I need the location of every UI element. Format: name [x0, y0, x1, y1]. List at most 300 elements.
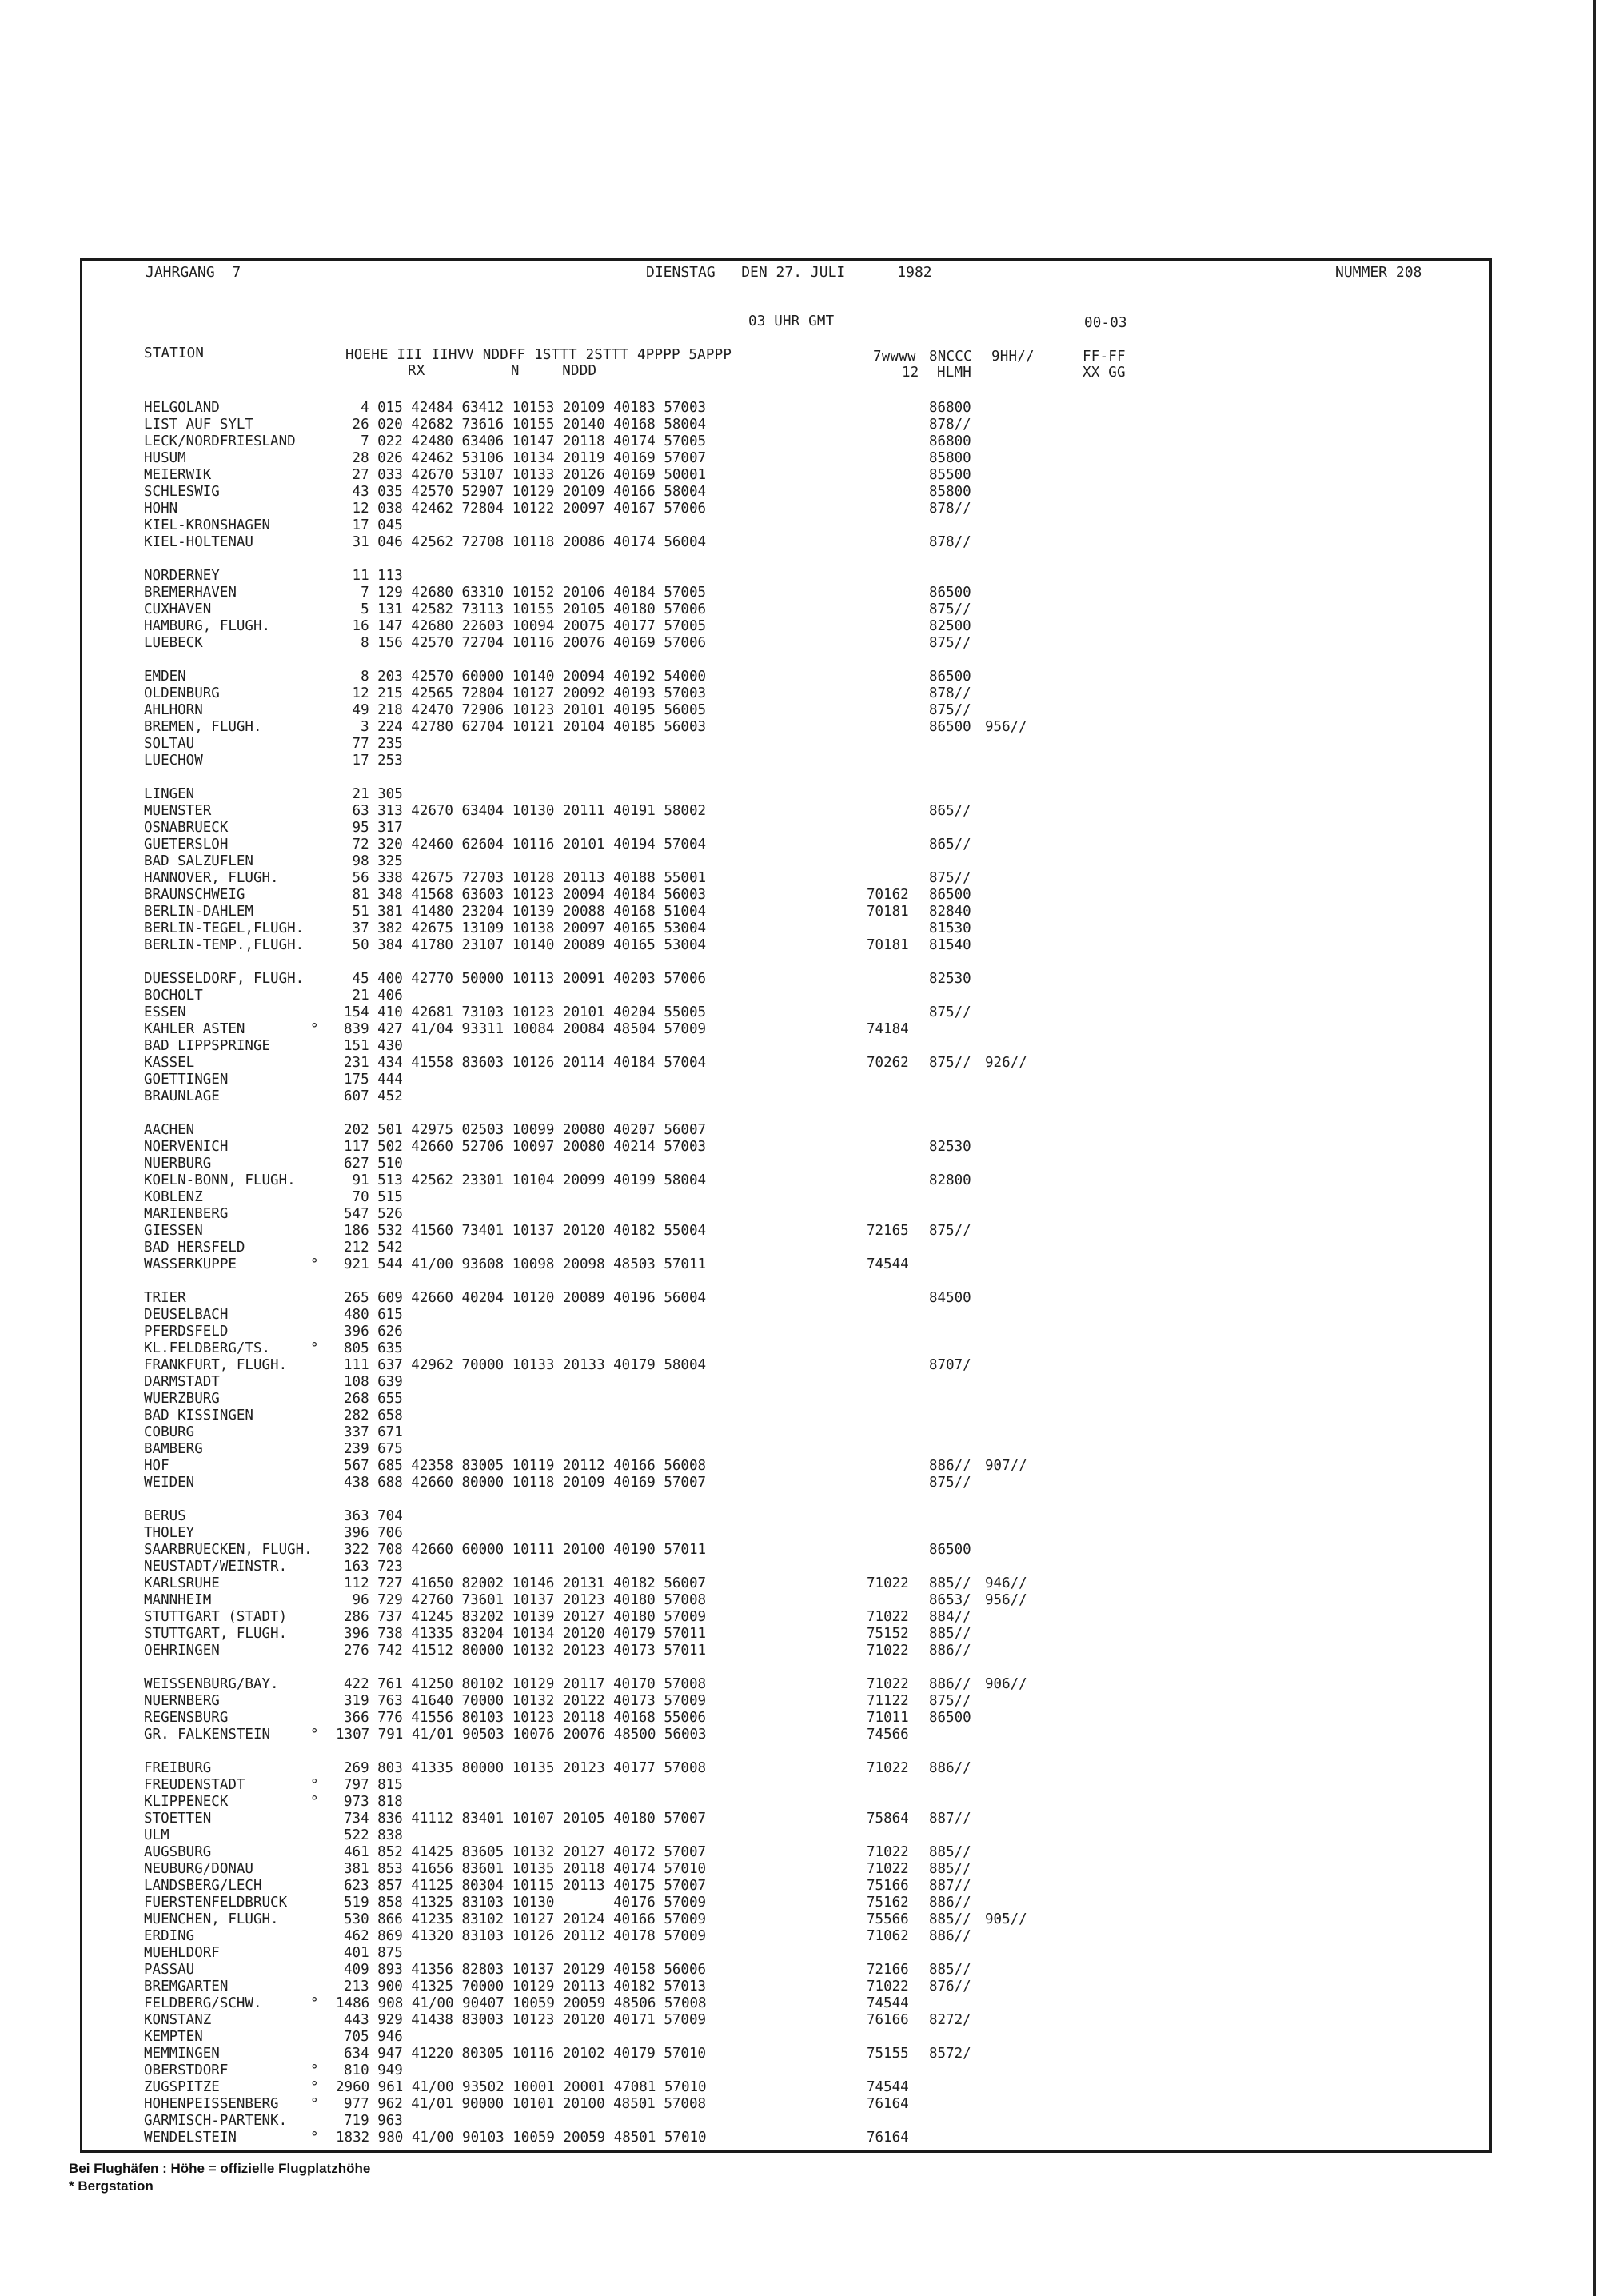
cloud-group: 865//: [929, 803, 971, 819]
table-row: [0, 2113, 1591, 2129]
station-name: KEMPTEN: [144, 2029, 203, 2045]
observation-codes: 337 671: [344, 1424, 403, 1440]
station-name: EMDEN: [144, 669, 186, 685]
station-name: KIEL-KRONSHAGEN: [144, 517, 271, 533]
observation-codes: 409 893 41356 82803 10137 20129 40158 56006: [344, 1962, 707, 1978]
table-row: [0, 1441, 1591, 1457]
table-row: [0, 1760, 1591, 1776]
station-name: FRANKFURT, FLUGH.: [144, 1357, 288, 1373]
station-name: KASSEL: [144, 1055, 195, 1071]
station-name: KIEL-HOLTENAU: [144, 534, 253, 550]
table-row: [0, 1172, 1591, 1188]
station-name: COBURG: [144, 1424, 195, 1440]
height-group: 946//: [985, 1575, 1027, 1591]
table-row: [0, 920, 1591, 936]
station-name: ESSEN: [144, 1004, 186, 1020]
weather-group: 71022: [867, 1861, 909, 1877]
column-ff: FF-FF: [1083, 349, 1126, 365]
cloud-group: 886//: [929, 1676, 971, 1692]
table-row: [0, 1827, 1591, 1843]
station-name: WASSERKUPPE: [144, 1256, 237, 1272]
mountain-marker: °: [310, 2130, 319, 2146]
table-row: [0, 1139, 1591, 1155]
station-name: OBERSTDORF: [144, 2062, 229, 2078]
station-name: LIST AUF SYLT: [144, 417, 253, 433]
station-name: KAHLER ASTEN: [144, 1021, 245, 1037]
mountain-marker: °: [310, 1727, 319, 1743]
table-row: [0, 1324, 1591, 1340]
column-8nccc: 8NCCC: [929, 349, 972, 365]
observation-codes: 154 410 42681 73103 10123 20101 40204 55005: [344, 1004, 707, 1020]
station-name: OLDENBURG: [144, 685, 220, 701]
observation-codes: 28 026 42462 53106 10134 20119 40169 57007: [344, 450, 707, 466]
weather-group: 70181: [867, 937, 909, 953]
table-row: [0, 1122, 1591, 1138]
weather-group: 71011: [867, 1710, 909, 1726]
footnote-mountain-station: * Bergstation: [69, 2178, 154, 2194]
cloud-group: 81540: [929, 937, 971, 953]
observation-codes: 11 113: [344, 568, 403, 584]
observation-codes: 51 381 41480 23204 10139 20088 40168 51004: [344, 904, 707, 920]
station-name: GARMISCH-PARTENK.: [144, 2113, 288, 2129]
observation-codes: 719 963: [344, 2113, 403, 2129]
station-name: KL.FELDBERG/TS.: [144, 1340, 271, 1356]
table-row: [0, 1693, 1591, 1709]
observation-codes: 4 015 42484 63412 10153 20109 40183 57003: [344, 400, 707, 416]
station-name: AACHEN: [144, 1122, 195, 1138]
cloud-group: 886//: [929, 1760, 971, 1776]
observation-codes: 363 704: [344, 1508, 403, 1524]
observation-codes: 81 348 41568 63603 10123 20094 40184 56003: [344, 887, 707, 903]
observation-codes: 45 400 42770 50000 10113 20091 40203 57006: [344, 971, 707, 987]
table-row: [0, 719, 1591, 735]
cloud-group: 876//: [929, 1979, 971, 1995]
station-name: GIESSEN: [144, 1223, 203, 1239]
station-name: BREMEN, FLUGH.: [144, 719, 262, 735]
observation-codes: 634 947 41220 80305 10116 20102 40179 57010: [344, 2046, 707, 2062]
table-row: [0, 1878, 1591, 1894]
station-name: BAMBERG: [144, 1441, 203, 1457]
observation-codes: 175 444: [344, 1072, 403, 1088]
station-name: DEUSELBACH: [144, 1307, 229, 1323]
cloud-group: 878//: [929, 417, 971, 433]
cloud-group: 875//: [929, 601, 971, 617]
weather-group: 71022: [867, 1676, 909, 1692]
cloud-group: 875//: [929, 635, 971, 651]
cloud-group: 875//: [929, 1475, 971, 1491]
cloud-group: 82800: [929, 1172, 971, 1188]
table-row: [0, 1189, 1591, 1205]
cloud-group: 865//: [929, 837, 971, 853]
column-7wwww-sub: 12: [902, 365, 919, 381]
observation-codes: 805 635: [344, 1340, 403, 1356]
table-row: [0, 467, 1591, 483]
station-name: MARIENBERG: [144, 1206, 229, 1222]
observation-codes: 212 542: [344, 1240, 403, 1256]
observation-codes: 265 609 42660 40204 10120 20089 40196 56004: [344, 1290, 707, 1306]
mountain-marker: °: [310, 1995, 319, 2011]
observation-codes: 462 869 41320 83103 10126 20112 40178 57009: [344, 1928, 707, 1944]
station-name: WEIDEN: [144, 1475, 195, 1491]
observation-codes: 7 022 42480 63406 10147 20118 40174 57005: [344, 433, 707, 449]
cloud-group: 85800: [929, 450, 971, 466]
observation-codes: 3 224 42780 62704 10121 20104 40185 56003: [344, 719, 707, 735]
observation-codes: 396 706: [344, 1525, 403, 1541]
observation-codes: 607 452: [344, 1088, 403, 1104]
station-name: MANNHEIM: [144, 1592, 212, 1608]
table-row: [0, 1844, 1591, 1860]
table-row: [0, 2079, 1591, 2095]
cloud-group: 875//: [929, 1693, 971, 1709]
observation-codes: 839 427 41/04 93311 10084 20084 48504 57009: [344, 1021, 707, 1037]
cloud-group: 86500: [929, 1542, 971, 1558]
observation-codes: 401 875: [344, 1945, 403, 1961]
station-name: SCHLESWIG: [144, 484, 220, 500]
station-name: LUECHOW: [144, 753, 203, 769]
table-row: [0, 1206, 1591, 1222]
weather-group: 70162: [867, 887, 909, 903]
time-range: 00-03: [1084, 315, 1127, 331]
observation-codes: 8 203 42570 60000 10140 20094 40192 54000: [344, 669, 707, 685]
station-name: MEIERWIK: [144, 467, 212, 483]
station-name: NEUBURG/DONAU: [144, 1861, 253, 1877]
observation-codes: 276 742 41512 80000 10132 20123 40173 57011: [344, 1643, 707, 1659]
table-row: [0, 2012, 1591, 2028]
cloud-group: 884//: [929, 1609, 971, 1625]
table-row: [0, 417, 1591, 433]
station-name: WENDELSTEIN: [144, 2130, 237, 2146]
table-row: [0, 1727, 1591, 1743]
station-name: HANNOVER, FLUGH.: [144, 870, 279, 886]
observation-codes: 1832 980 41/00 90103 10059 20059 48501 57010: [336, 2130, 707, 2146]
table-row: [0, 1458, 1591, 1474]
mountain-marker: °: [310, 1794, 319, 1810]
station-name: BOCHOLT: [144, 988, 203, 1004]
station-name: OEHRINGEN: [144, 1643, 220, 1659]
weather-group: 71022: [867, 1760, 909, 1776]
observation-codes: 213 900 41325 70000 10129 20113 40182 57013: [344, 1979, 707, 1995]
observation-codes: 2960 961 41/00 93502 10001 20001 47081 57010: [336, 2079, 707, 2095]
table-row: [0, 669, 1591, 685]
station-name: LINGEN: [144, 786, 195, 802]
cloud-group: 878//: [929, 501, 971, 517]
station-name: SAARBRUECKEN, FLUGH.: [144, 1542, 313, 1558]
table-row: [0, 501, 1591, 517]
table-row: [0, 1643, 1591, 1659]
observation-codes: 239 675: [344, 1441, 403, 1457]
observation-codes: 522 838: [344, 1827, 403, 1843]
station-name: GUETERSLOH: [144, 837, 229, 853]
weather-group: 76164: [867, 2096, 909, 2112]
cloud-group: 8572/: [929, 2046, 971, 2062]
table-row: [0, 450, 1591, 466]
station-name: WUERZBURG: [144, 1391, 220, 1407]
table-row: [0, 1021, 1591, 1037]
column-7wwww: 7wwww: [873, 349, 916, 365]
weather-group: 72166: [867, 1962, 909, 1978]
weather-group: 74544: [867, 1995, 909, 2011]
height-group: 907//: [985, 1458, 1027, 1474]
cloud-group: 82500: [929, 618, 971, 634]
station-name: FREIBURG: [144, 1760, 212, 1776]
observation-codes: 21 406: [344, 988, 403, 1004]
table-row: [0, 517, 1591, 533]
table-row: [0, 1424, 1591, 1440]
weather-group: 71122: [867, 1693, 909, 1709]
station-name: HELGOLAND: [144, 400, 220, 416]
table-row: [0, 400, 1591, 416]
weather-group: 76164: [867, 2130, 909, 2146]
weather-group: 74544: [867, 2079, 909, 2095]
observation-codes: 627 510: [344, 1156, 403, 1172]
observation-codes: 443 929 41438 83003 10123 20120 40171 57009: [344, 2012, 707, 2028]
table-row: [0, 753, 1591, 769]
station-name: PFERDSFELD: [144, 1324, 229, 1340]
table-row: [0, 1156, 1591, 1172]
table-row: [0, 2062, 1591, 2078]
observation-codes: 95 317: [344, 820, 403, 836]
observation-codes: 91 513 42562 23301 10104 20099 40199 58004: [344, 1172, 707, 1188]
weather-group: 74184: [867, 1021, 909, 1037]
observation-codes: 77 235: [344, 736, 403, 752]
table-row: [0, 1911, 1591, 1927]
cloud-group: 86500: [929, 669, 971, 685]
table-row: [0, 635, 1591, 651]
table-row: [0, 1559, 1591, 1575]
station-name: LUEBECK: [144, 635, 203, 651]
table-row: [0, 1794, 1591, 1810]
mountain-marker: °: [310, 2062, 319, 2078]
cloud-group: 82530: [929, 971, 971, 987]
observation-time: 03 UHR GMT: [748, 313, 835, 329]
observation-codes: 7 129 42680 63310 10152 20106 40184 57005: [344, 585, 707, 601]
cloud-group: 875//: [929, 870, 971, 886]
cloud-group: 886//: [929, 1458, 971, 1474]
observation-codes: 530 866 41235 83102 10127 20124 40166 57009: [344, 1911, 707, 1927]
observation-codes: 27 033 42670 53107 10133 20126 40169 50001: [344, 467, 707, 483]
observation-codes: 977 962 41/01 90000 10101 20100 48501 57008: [344, 2096, 707, 2112]
table-row: [0, 1307, 1591, 1323]
cloud-group: 875//: [929, 1055, 971, 1071]
cloud-group: 886//: [929, 1928, 971, 1944]
cloud-group: 81530: [929, 920, 971, 936]
station-name: BAD SALZUFLEN: [144, 853, 253, 869]
table-row: [0, 1038, 1591, 1054]
table-row: [0, 1290, 1591, 1306]
cloud-group: 885//: [929, 1626, 971, 1642]
cloud-group: 887//: [929, 1811, 971, 1827]
observation-codes: 12 038 42462 72804 10122 20097 40167 57006: [344, 501, 707, 517]
table-row: [0, 786, 1591, 802]
station-name: FUERSTENFELDBRUCK: [144, 1895, 288, 1911]
station-name: BREMGARTEN: [144, 1979, 229, 1995]
observation-codes: 396 626: [344, 1324, 403, 1340]
station-name: HOHN: [144, 501, 178, 517]
station-name: BAD KISSINGEN: [144, 1408, 253, 1424]
observation-codes: 186 532 41560 73401 10137 20120 40182 55004: [344, 1223, 707, 1239]
weather-group: 75166: [867, 1878, 909, 1894]
station-name: STOETTEN: [144, 1811, 212, 1827]
column-codes: HOEHE III IIHVV NDDFF 1STTT 2STTT 4PPPP 5APPP: [345, 347, 732, 363]
table-row: [0, 1055, 1591, 1071]
table-row: [0, 1710, 1591, 1726]
table-row: [0, 1004, 1591, 1020]
station-name: REGENSBURG: [144, 1710, 229, 1726]
station-name: BREMERHAVEN: [144, 585, 237, 601]
observation-codes: 96 729 42760 73601 10137 20123 40180 57008: [344, 1592, 707, 1608]
station-name: NUERNBERG: [144, 1693, 220, 1709]
observation-codes: 117 502 42660 52706 10097 20080 40214 57003: [344, 1139, 707, 1155]
weather-group: 71022: [867, 1844, 909, 1860]
observation-codes: 268 655: [344, 1391, 403, 1407]
station-name: MUENCHEN, FLUGH.: [144, 1911, 279, 1927]
table-row: [0, 1609, 1591, 1625]
observation-codes: 49 218 42470 72906 10123 20101 40195 56005: [344, 702, 707, 718]
station-name: CUXHAVEN: [144, 601, 212, 617]
weather-group: 74566: [867, 1727, 909, 1743]
station-name: BERLIN-DAHLEM: [144, 904, 253, 920]
observation-codes: 461 852 41425 83605 10132 20127 40172 57007: [344, 1844, 707, 1860]
table-row: [0, 853, 1591, 869]
weather-group: 71022: [867, 1979, 909, 1995]
observation-codes: 705 946: [344, 2029, 403, 2045]
column-8nccc-sub: HLMH: [937, 365, 971, 381]
cloud-group: 885//: [929, 1844, 971, 1860]
table-row: [0, 1928, 1591, 1944]
table-row: [0, 837, 1591, 853]
observation-codes: 1307 791 41/01 90503 10076 20076 48500 56003: [336, 1727, 707, 1743]
table-row: [0, 2029, 1591, 2045]
station-name: ERDING: [144, 1928, 195, 1944]
observation-codes: 111 637 42962 70000 10133 20133 40179 58004: [344, 1357, 707, 1373]
station-name: SOLTAU: [144, 736, 195, 752]
station-name: AUGSBURG: [144, 1844, 212, 1860]
cloud-group: 886//: [929, 1643, 971, 1659]
weather-group: 76166: [867, 2012, 909, 2028]
cloud-group: 875//: [929, 1004, 971, 1020]
station-name: GOETTINGEN: [144, 1072, 229, 1088]
station-name: FELDBERG/SCHW.: [144, 1995, 262, 2011]
station-name: WEISSENBURG/BAY.: [144, 1676, 279, 1692]
weather-group: 71022: [867, 1609, 909, 1625]
table-row: [0, 988, 1591, 1004]
observation-codes: 151 430: [344, 1038, 403, 1054]
table-row: [0, 1626, 1591, 1642]
station-name: OSNABRUECK: [144, 820, 229, 836]
weather-group: 70262: [867, 1055, 909, 1071]
station-name: HOHENPEISSENBERG: [144, 2096, 279, 2112]
observation-codes: 70 515: [344, 1189, 403, 1205]
station-name: NUERBURG: [144, 1156, 212, 1172]
station-name: PASSAU: [144, 1962, 195, 1978]
station-name: MEMMINGEN: [144, 2046, 220, 2062]
observation-codes: 72 320 42460 62604 10116 20101 40194 57004: [344, 837, 707, 853]
station-name: BRAUNSCHWEIG: [144, 887, 245, 903]
table-row: [0, 1542, 1591, 1558]
station-name: KOBLENZ: [144, 1189, 203, 1205]
height-group: 956//: [985, 719, 1027, 735]
station-name: KARLSRUHE: [144, 1575, 220, 1591]
mountain-marker: °: [310, 1340, 319, 1356]
station-name: BERUS: [144, 1508, 186, 1524]
cloud-group: 878//: [929, 534, 971, 550]
table-row: [0, 736, 1591, 752]
cloud-group: 878//: [929, 685, 971, 701]
table-row: [0, 601, 1591, 617]
mountain-marker: °: [310, 2079, 319, 2095]
cloud-group: 885//: [929, 1575, 971, 1591]
scan-edge-line: [1593, 0, 1596, 2296]
table-row: [0, 1475, 1591, 1491]
column-station: STATION: [144, 345, 205, 361]
station-name: TRIER: [144, 1290, 186, 1306]
cloud-group: 885//: [929, 1911, 971, 1927]
table-row: [0, 685, 1591, 701]
cloud-group: 8707/: [929, 1357, 971, 1373]
observation-codes: 286 737 41245 83202 10139 20127 40180 57009: [344, 1609, 707, 1625]
table-row: [0, 585, 1591, 601]
mountain-marker: °: [310, 1777, 319, 1793]
table-row: [0, 1357, 1591, 1373]
mountain-marker: °: [310, 2096, 319, 2112]
observation-codes: 797 815: [344, 1777, 403, 1793]
observation-codes: 31 046 42562 72708 10118 20086 40174 56004: [344, 534, 707, 550]
observation-codes: 438 688 42660 80000 10118 20109 40169 57007: [344, 1475, 707, 1491]
observation-codes: 623 857 41125 80304 10115 20113 40175 57007: [344, 1878, 707, 1894]
observation-codes: 519 858 41325 83103 10130 40176 57009: [344, 1895, 707, 1911]
station-name: BAD HERSFELD: [144, 1240, 245, 1256]
issue-number: NUMMER 208: [1335, 264, 1422, 281]
mountain-marker: °: [310, 1256, 319, 1272]
weather-group: 70181: [867, 904, 909, 920]
table-row: [0, 937, 1591, 953]
cloud-group: 86500: [929, 1710, 971, 1726]
station-name: STUTTGART, FLUGH.: [144, 1626, 288, 1642]
observation-codes: 810 949: [344, 2062, 403, 2078]
observation-codes: 63 313 42670 63404 10130 20111 40191 58002: [344, 803, 707, 819]
station-name: BRAUNLAGE: [144, 1088, 220, 1104]
station-name: DUESSELDORF, FLUGH.: [144, 971, 305, 987]
observation-codes: 163 723: [344, 1559, 403, 1575]
table-row: [0, 803, 1591, 819]
table-row: [0, 1676, 1591, 1692]
footnote-airports: Bei Flughäfen : Höhe = offizielle Flugplatzhöhe: [69, 2161, 371, 2176]
column-codes-sub: RX N NDDD: [408, 363, 597, 379]
observation-codes: 422 761 41250 80102 10129 20117 40170 57008: [344, 1676, 707, 1692]
jahrgang-label: JAHRGANG 7: [146, 264, 241, 281]
cloud-group: 886//: [929, 1895, 971, 1911]
table-row: [0, 1979, 1591, 1995]
observation-codes: 734 836 41112 83401 10107 20105 40180 57007: [344, 1811, 707, 1827]
weather-group: 75162: [867, 1895, 909, 1911]
column-9hh: 9HH//: [991, 349, 1035, 365]
weather-group: 75155: [867, 2046, 909, 2062]
table-row: [0, 1962, 1591, 1978]
station-name: ULM: [144, 1827, 169, 1843]
table-row: [0, 1223, 1591, 1239]
cloud-group: 85800: [929, 484, 971, 500]
observation-codes: 396 738 41335 83204 10134 20120 40179 57011: [344, 1626, 707, 1642]
observation-codes: 98 325: [344, 853, 403, 869]
observation-codes: 282 658: [344, 1408, 403, 1424]
table-row: [0, 887, 1591, 903]
station-name: BAD LIPPSPRINGE: [144, 1038, 271, 1054]
cloud-group: 86500: [929, 719, 971, 735]
weather-group: 75152: [867, 1626, 909, 1642]
station-name: MUENSTER: [144, 803, 212, 819]
table-row: [0, 971, 1591, 987]
table-row: [0, 1945, 1591, 1961]
